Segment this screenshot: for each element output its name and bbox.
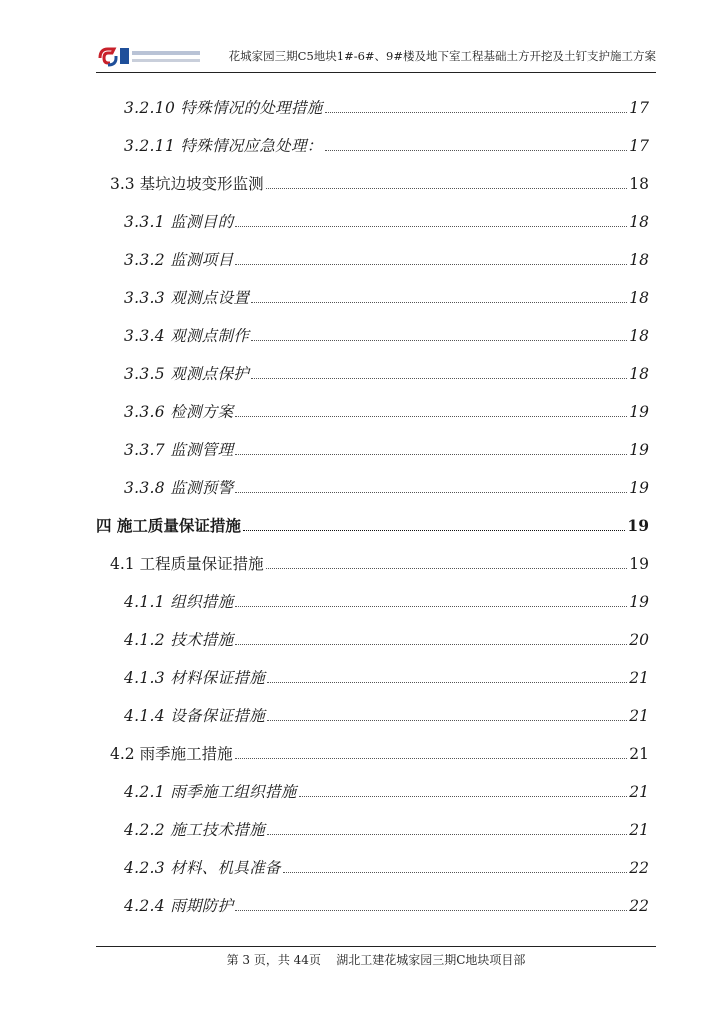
toc-page-number: 18 [629, 289, 649, 307]
toc-entry-number: 4.1.1 [124, 593, 165, 611]
toc-dot-leader [235, 453, 627, 455]
toc-dot-leader [235, 643, 627, 645]
toc-entry[interactable] [124, 360, 649, 384]
toc-entry-label [124, 592, 233, 612]
toc-dot-leader [251, 377, 627, 379]
toc-entry[interactable] [124, 892, 649, 916]
toc-entry[interactable] [124, 94, 649, 118]
toc-entry-number: 3.2.11 [124, 137, 176, 155]
toc-entry-label [124, 858, 281, 878]
toc-entry[interactable] [124, 778, 649, 802]
page-footer [96, 951, 656, 968]
toc-page-number: 21 [629, 707, 649, 725]
project-department: 湖北工建花城家园三期C地块项目部 [336, 953, 526, 967]
header-divider [96, 72, 656, 73]
toc-entry[interactable] [124, 626, 649, 650]
toc-entry[interactable] [124, 246, 649, 270]
toc-entry[interactable] [124, 132, 649, 156]
toc-page-number: 19 [627, 516, 649, 535]
toc-entry-title: 观测点保护 [170, 365, 250, 383]
toc-entry-title: 工程质量保证措施 [139, 555, 264, 573]
toc-page-number: 21 [629, 745, 649, 763]
toc-entry-title: 监测预警 [170, 479, 234, 497]
toc-entry-number: 3.3.8 [124, 479, 165, 497]
toc-entry[interactable] [124, 284, 649, 308]
toc-entry-number: 3.3.2 [124, 251, 165, 269]
toc-page-number: 18 [629, 213, 649, 231]
toc-entry-label [124, 326, 249, 346]
toc-entry-title: 施工技术措施 [170, 821, 265, 839]
toc-page-number: 18 [629, 327, 649, 345]
toc-entry-label [124, 250, 233, 270]
toc-entry-label [124, 896, 233, 916]
toc-entry[interactable] [124, 436, 649, 460]
toc-entry-label [124, 668, 265, 688]
page-number-info: 第 3 页，共 44页 [226, 953, 321, 967]
toc-entry-label [96, 516, 241, 536]
toc-entry-title: 特殊情况应急处理： [180, 137, 323, 155]
toc-page-number: 19 [629, 441, 649, 459]
toc-entry-label [124, 630, 233, 650]
toc-entry-label [124, 136, 323, 156]
toc-entry-number: 3.3.3 [124, 289, 165, 307]
toc-entry-label [124, 98, 323, 118]
toc-entry-title: 雨季施工措施 [139, 745, 233, 763]
toc-entry-number: 3.3.4 [124, 327, 165, 345]
toc-entry-title: 雨期防护 [170, 897, 234, 915]
toc-page-number: 18 [629, 365, 649, 383]
toc-entry-title: 材料保证措施 [170, 669, 265, 687]
toc-entry[interactable] [124, 702, 649, 726]
toc-entry-label [124, 288, 249, 308]
toc-entry-number: 4.1.4 [124, 707, 165, 725]
toc-entry[interactable] [124, 664, 649, 688]
toc-entry-number: 4.2 [110, 745, 135, 763]
toc-dot-leader [251, 301, 627, 303]
toc-entry-label [124, 706, 265, 726]
toc-entry-number: 4.2.2 [124, 821, 165, 839]
toc-dot-leader [267, 719, 627, 721]
toc-dot-leader [325, 149, 628, 151]
toc-entry[interactable] [124, 854, 649, 878]
toc-dot-leader [267, 833, 627, 835]
toc-entry-label [110, 174, 264, 194]
toc-entry-label [110, 554, 264, 574]
toc-entry[interactable] [110, 740, 649, 764]
toc-dot-leader [235, 415, 627, 417]
toc-entry-number: 4.2.3 [124, 859, 165, 877]
toc-entry-label [124, 478, 233, 498]
toc-entry-label [124, 820, 265, 840]
toc-entry-title: 施工质量保证措施 [116, 516, 241, 535]
document-title: 花城家园三期C5地块1#-6#、9#楼及地下室工程基础土方开挖及土钉支护施工方案 [228, 49, 656, 63]
footer-divider [96, 946, 656, 947]
toc-dot-leader [235, 605, 627, 607]
toc-entry-label [124, 364, 249, 384]
toc-entry[interactable] [110, 550, 649, 574]
toc-page-number: 19 [629, 403, 649, 421]
toc-entry-number: 3.2.10 [124, 99, 176, 117]
toc-entry-number: 3.3.6 [124, 403, 165, 421]
toc-page-number: 18 [629, 175, 649, 193]
toc-entry-number: 3.3.5 [124, 365, 165, 383]
toc-entry-label [124, 402, 233, 422]
toc-dot-leader [235, 757, 628, 759]
toc-page-number: 17 [629, 137, 649, 155]
toc-dot-leader [299, 795, 628, 797]
toc-entry[interactable] [124, 816, 649, 840]
toc-entry-title: 基坑边坡变形监测 [139, 175, 264, 193]
toc-page-number: 17 [629, 99, 649, 117]
toc-entry-label [124, 782, 297, 802]
toc-entry-number: 四 [96, 516, 112, 535]
toc-dot-leader [251, 339, 627, 341]
toc-entry[interactable] [124, 322, 649, 346]
toc-entry-number: 3.3.7 [124, 441, 165, 459]
toc-dot-leader [266, 187, 628, 189]
toc-dot-leader [235, 263, 627, 265]
toc-dot-leader [235, 491, 627, 493]
toc-page-number: 21 [629, 821, 649, 839]
toc-entry-number: 4.1.2 [124, 631, 165, 649]
toc-page-number: 18 [629, 251, 649, 269]
toc-entry-title: 技术措施 [170, 631, 234, 649]
toc-page-number: 20 [629, 631, 649, 649]
toc-entry-label [124, 440, 233, 460]
toc-entry[interactable] [110, 170, 649, 194]
toc-entry-number: 4.1 [110, 555, 135, 573]
toc-entry-title: 特殊情况的处理措施 [180, 99, 323, 117]
toc-page-number: 21 [629, 783, 649, 801]
toc-dot-leader [283, 871, 627, 873]
toc-entry-title: 监测项目 [170, 251, 234, 269]
toc-entry-number: 4.2.1 [124, 783, 165, 801]
toc-dot-leader [325, 111, 628, 113]
toc-entry[interactable] [96, 512, 649, 536]
toc-entry-title: 检测方案 [170, 403, 234, 421]
toc-page-number: 19 [629, 593, 649, 611]
toc-entry-number: 4.2.4 [124, 897, 165, 915]
toc-dot-leader [235, 909, 627, 911]
toc-entry-label [124, 212, 233, 232]
toc-page-number: 22 [629, 897, 649, 915]
page-header [96, 40, 656, 76]
toc-dot-leader [266, 567, 628, 569]
company-logo [96, 44, 204, 72]
toc-entry-title: 组织措施 [170, 593, 234, 611]
toc-entry-title: 监测管理 [170, 441, 234, 459]
toc-entry-title: 观测点制作 [170, 327, 250, 345]
toc-dot-leader [267, 681, 627, 683]
toc-entry[interactable] [124, 588, 649, 612]
toc-page-number: 19 [629, 479, 649, 497]
toc-entry-number: 4.1.3 [124, 669, 165, 687]
toc-entry-title: 雨季施工组织措施 [170, 783, 297, 801]
toc-page-number: 22 [629, 859, 649, 877]
toc-entry-title: 材料、机具准备 [170, 859, 281, 877]
toc-entry-number: 3.3 [110, 175, 135, 193]
toc-entry-title: 监测目的 [170, 213, 234, 231]
toc-entry-number: 3.3.1 [124, 213, 165, 231]
toc-entry[interactable] [124, 398, 649, 422]
toc-dot-leader [235, 225, 627, 227]
toc-page-number: 19 [629, 555, 649, 573]
toc-entry-title: 观测点设置 [170, 289, 250, 307]
toc-dot-leader [243, 529, 625, 531]
toc-entry-label [110, 744, 233, 764]
toc-entry[interactable] [124, 474, 649, 498]
toc-entry[interactable] [124, 208, 649, 232]
toc-page-number: 21 [629, 669, 649, 687]
toc-entry-title: 设备保证措施 [170, 707, 265, 725]
company-logo-icon [96, 44, 204, 72]
